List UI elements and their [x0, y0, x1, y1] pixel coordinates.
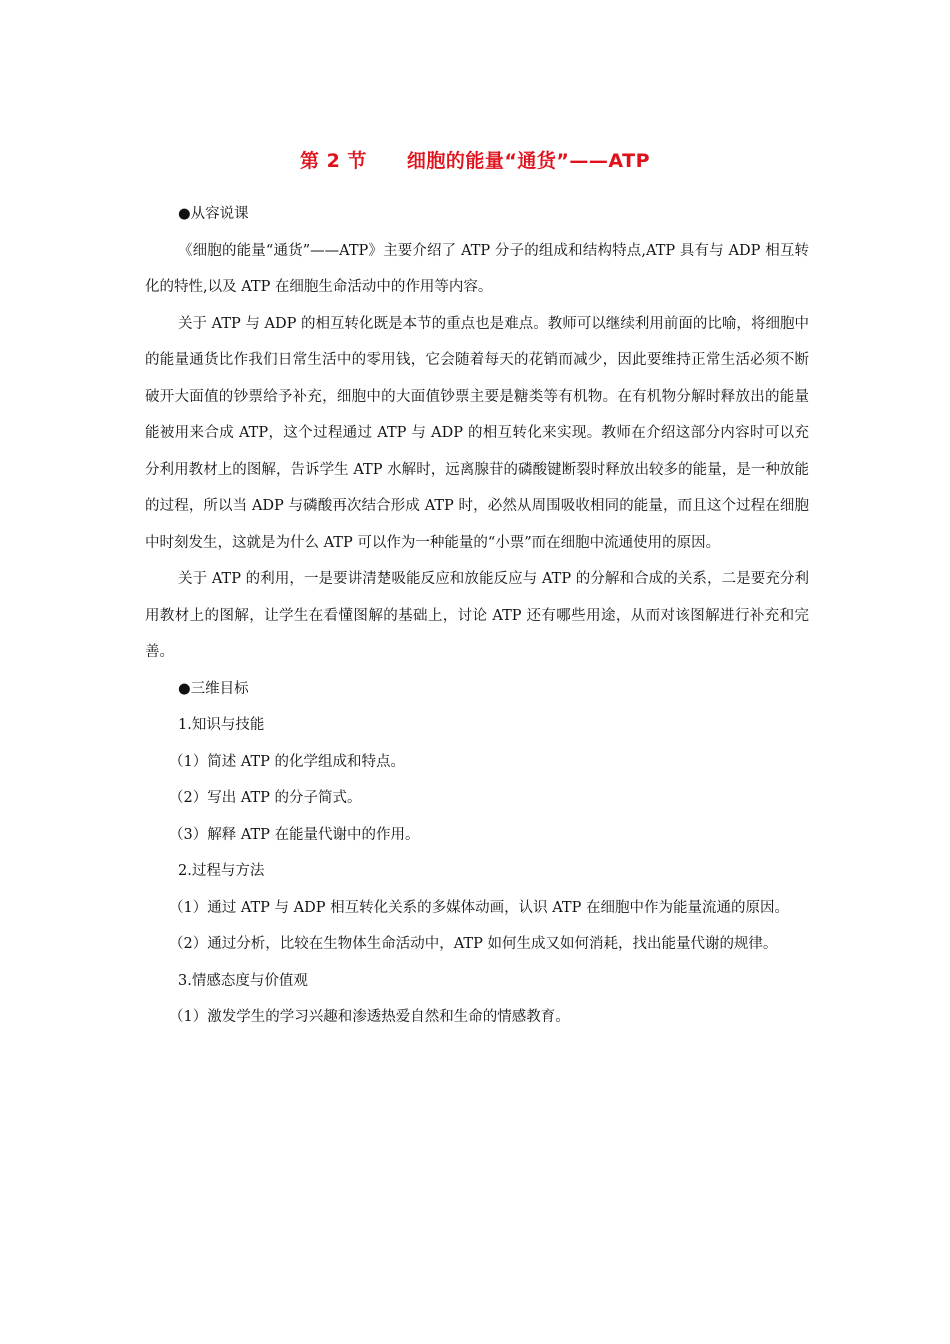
goal-knowledge-item: （2）写出 ATP 的分子简式。 [169, 790, 362, 806]
goal-attitude-title: 3.情感态度与价值观 [178, 972, 308, 989]
document-body [145, 196, 809, 1036]
paragraph-atp-adp: 关于 ATP 与 ADP 的相互转化既是本节的重点也是难点。教师可以继续利用前面的比喻，将细胞中的能量通货比作我们日常生活中的零用钱，它会随着每天的花销而减少，因此要维持正常生活必须不断破开大面值的钞票给予补充，细胞中的大面值钞票主要是糖类等有机物。在有机物分解时释放出的能量能被用来合成 ATP，这个过程通过 ATP 与 ADP 的相互转化来实现。教师在介绍这部分内容时可以充分利用教材上的图解，告诉学生 ATP 水解时，远离腺苷的磷酸键断裂时释放出较多的能量，是一种放能的过程，所以当 ADP 与磷酸再次结合形成 ATP 时，必然从周围吸收相同的能量，而且这个过程在细胞中时刻发生，这就是为什么 ATP 可以作为一种能量的“小票”而在细胞中流通使用的原因。 [145, 315, 809, 551]
section-name: 细胞的能量“通货”——ATP [406, 150, 651, 172]
goal-process-item: （1）通过 ATP 与 ADP 相互转化关系的多媒体动画，认识 ATP 在细胞中作为能量流通的原因。 [169, 899, 789, 916]
goal-knowledge-title: 1.知识与技能 [178, 717, 265, 733]
goal-process-item: （2）通过分析，比较在生物体生命活动中，ATP 如何生成又如何消耗，找出能量代谢的规律。 [169, 936, 778, 952]
section-number: 第 2 节 [299, 150, 367, 172]
heading-lesson-notes: ●从容说课 [178, 206, 249, 222]
heading-objectives: ●三维目标 [178, 680, 249, 697]
paragraph-intro: 《细胞的能量“通货”——ATP》主要介绍了 ATP 分子的组成和结构特点,ATP 具有与 ADP 相互转化的特性,以及 ATP 在细胞生命活动中的作用等内容。 [145, 242, 809, 295]
goal-attitude-item: （1）激发学生的学习兴趣和渗透热爱自然和生命的情感教育。 [169, 1009, 570, 1025]
page-title [0, 146, 950, 173]
paragraph-atp-use: 关于 ATP 的利用，一是要讲清楚吸能反应和放能反应与 ATP 的分解和合成的关系，二是要充分利用教材上的图解，让学生在看懂图解的基础上，讨论 ATP 还有哪些用途，从而对该图解进行补充和完善。 [145, 571, 809, 660]
goal-process-title: 2.过程与方法 [178, 863, 265, 879]
goal-knowledge-item: （3）解释 ATP 在能量代谢中的作用。 [169, 826, 420, 843]
goal-knowledge-item: （1）简述 ATP 的化学组成和特点。 [169, 753, 406, 770]
